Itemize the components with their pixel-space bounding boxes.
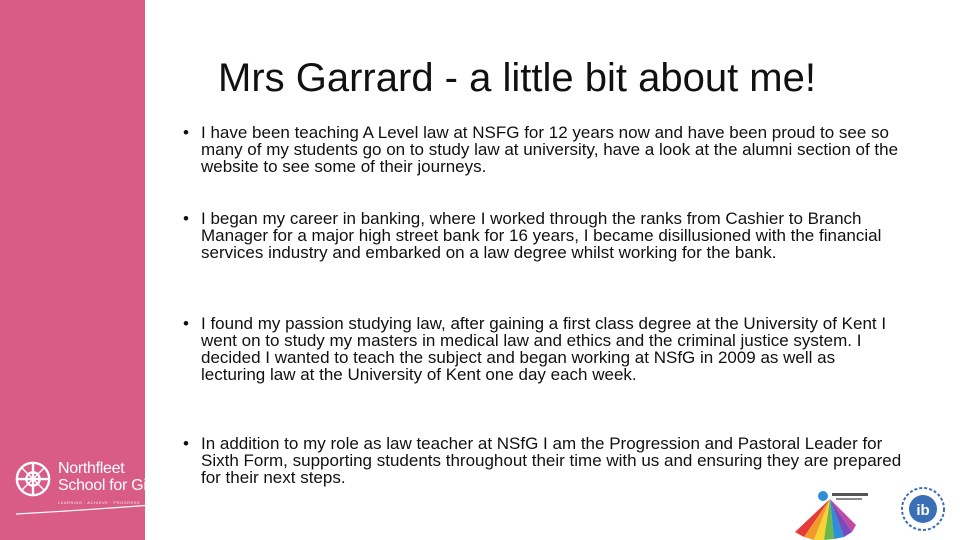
school-name-line2: School for Girls — [58, 477, 163, 494]
school-crest-icon — [14, 460, 52, 498]
school-logo — [14, 460, 164, 512]
bullet-item: • In addition to my role as law teacher at NSfG I am the Progression and Pastoral Leader for Sixth Form, supporting students throughout their time with us and ensuring they are prepared for their next steps. — [183, 435, 911, 486]
school-name-line1: Northfleet — [58, 460, 125, 477]
school-tagline: LEARNING · ACHIEVE · PROGRESS — [58, 500, 141, 505]
svg-text:ib: ib — [916, 502, 930, 519]
northfleet-schools-logo — [790, 487, 880, 540]
bullet-item: • I began my career in banking, where I worked through the ranks from Cashier to Branch Manager for a major high street bank for 16 years, I became disillusioned with the financial services industry and embarked on a law degree whilst working for the bank. — [183, 210, 901, 261]
slide-title: Mrs Garrard - a little bit about me! — [218, 56, 816, 100]
bullet-item: • I found my passion studying law, after gaining a first class degree at the University of Kent I went on to study my masters in medical law and ethics and the criminal justice system. I decided I wanted to teach the subject and began working at NSfG in 2009 as well as lecturing law at the University of Kent one day each week. — [183, 315, 891, 383]
bullet-item: • I have been teaching A Level law at NSFG for 12 years now and have been proud to see so many of my students go on to study law at university, have a look at the alumni section of the website to see some of their journeys. — [183, 124, 901, 175]
school-name — [58, 460, 163, 494]
ib-logo — [900, 486, 946, 532]
swoosh-decoration — [14, 504, 164, 516]
sidebar-panel — [0, 0, 163, 540]
